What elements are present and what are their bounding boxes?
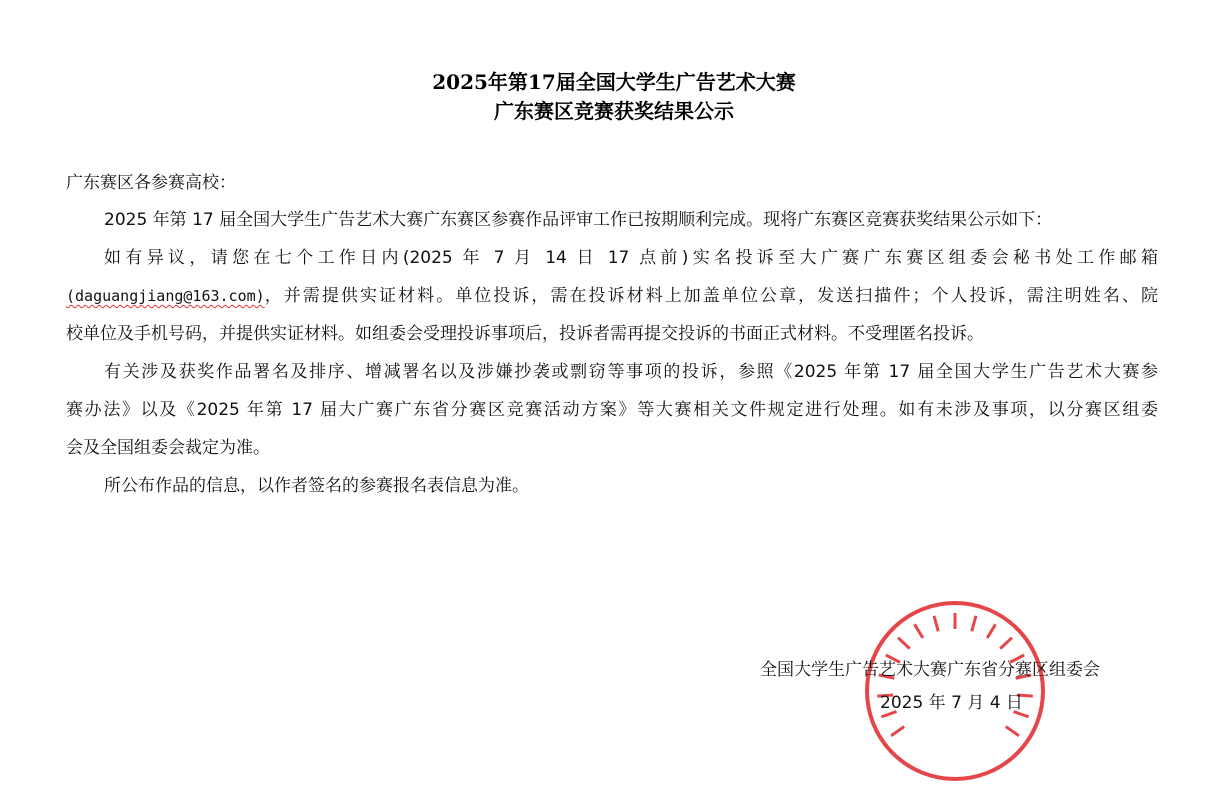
paragraph-2-line-2-text: ，并需提供实证材料。单位投诉，需在投诉材料上加盖单位公章，发送扫描件；个人投诉，需注明姓名、院 — [264, 286, 1158, 306]
paragraph-3-line-2: 赛办法》以及《2025 年第 17 届大广赛广东省分赛区竞赛活动方案》等大赛相关文件规定进行处理。如有未涉及事项，以分赛区组委 — [66, 400, 1158, 420]
paragraph-3-line-1: 有关涉及获奖作品署名及排序、增减署名以及涉嫌抄袭或剽窃等事项的投诉，参照《2025 年第 17 届全国大学生广告艺术大赛参 — [104, 362, 1158, 382]
seal-glyph-mark — [1006, 727, 1019, 736]
seal-glyph-mark — [898, 638, 910, 649]
salutation: 广东赛区各参赛高校： — [66, 173, 236, 193]
paragraph-2-line-3: 校单位及手机号码，并提供实证材料。如组委会受理投诉事项后，投诉者需再提交投诉的书面正式材料。不受理匿名投诉。 — [66, 324, 984, 344]
paragraph-2-line-1: 如有异议，请您在七个工作日内(2025 年 7 月 14 日 17 点前)实名投诉至大广赛广东赛区组委会秘书处工作邮箱 — [104, 248, 1158, 268]
paragraph-2-line-2 — [66, 284, 1158, 308]
seal-glyph-mark — [934, 616, 938, 631]
seal-glyph-mark — [987, 624, 995, 638]
signature-date: 2025 年 7 月 4 日 — [880, 693, 1023, 713]
document-title-line1: 2025年第17届全国大学生广告艺术大赛 — [432, 70, 796, 94]
document-title-line2: 广东赛区竞赛获奖结果公示 — [494, 99, 734, 123]
seal-glyph-mark — [891, 727, 904, 736]
seal-glyph-mark — [1000, 638, 1012, 649]
seal-glyph-mark — [915, 624, 923, 638]
seal-glyph-mark — [972, 616, 976, 631]
paragraph-4-line-1: 所公布作品的信息，以作者签名的参赛报名表信息为准。 — [104, 476, 529, 496]
paragraph-1-line-1: 2025 年第 17 届全国大学生广告艺术大赛广东赛区参赛作品评审工作已按期顺利完成。现将广东赛区竞赛获奖结果公示如下： — [104, 210, 1053, 230]
signature-organization: 全国大学生广告艺术大赛广东省分赛区组委会 — [760, 660, 1100, 680]
email-link[interactable]: (daguangjiang@163.com) — [66, 287, 265, 305]
paragraph-3-line-3: 会及全国组委会裁定为准。 — [66, 438, 270, 458]
